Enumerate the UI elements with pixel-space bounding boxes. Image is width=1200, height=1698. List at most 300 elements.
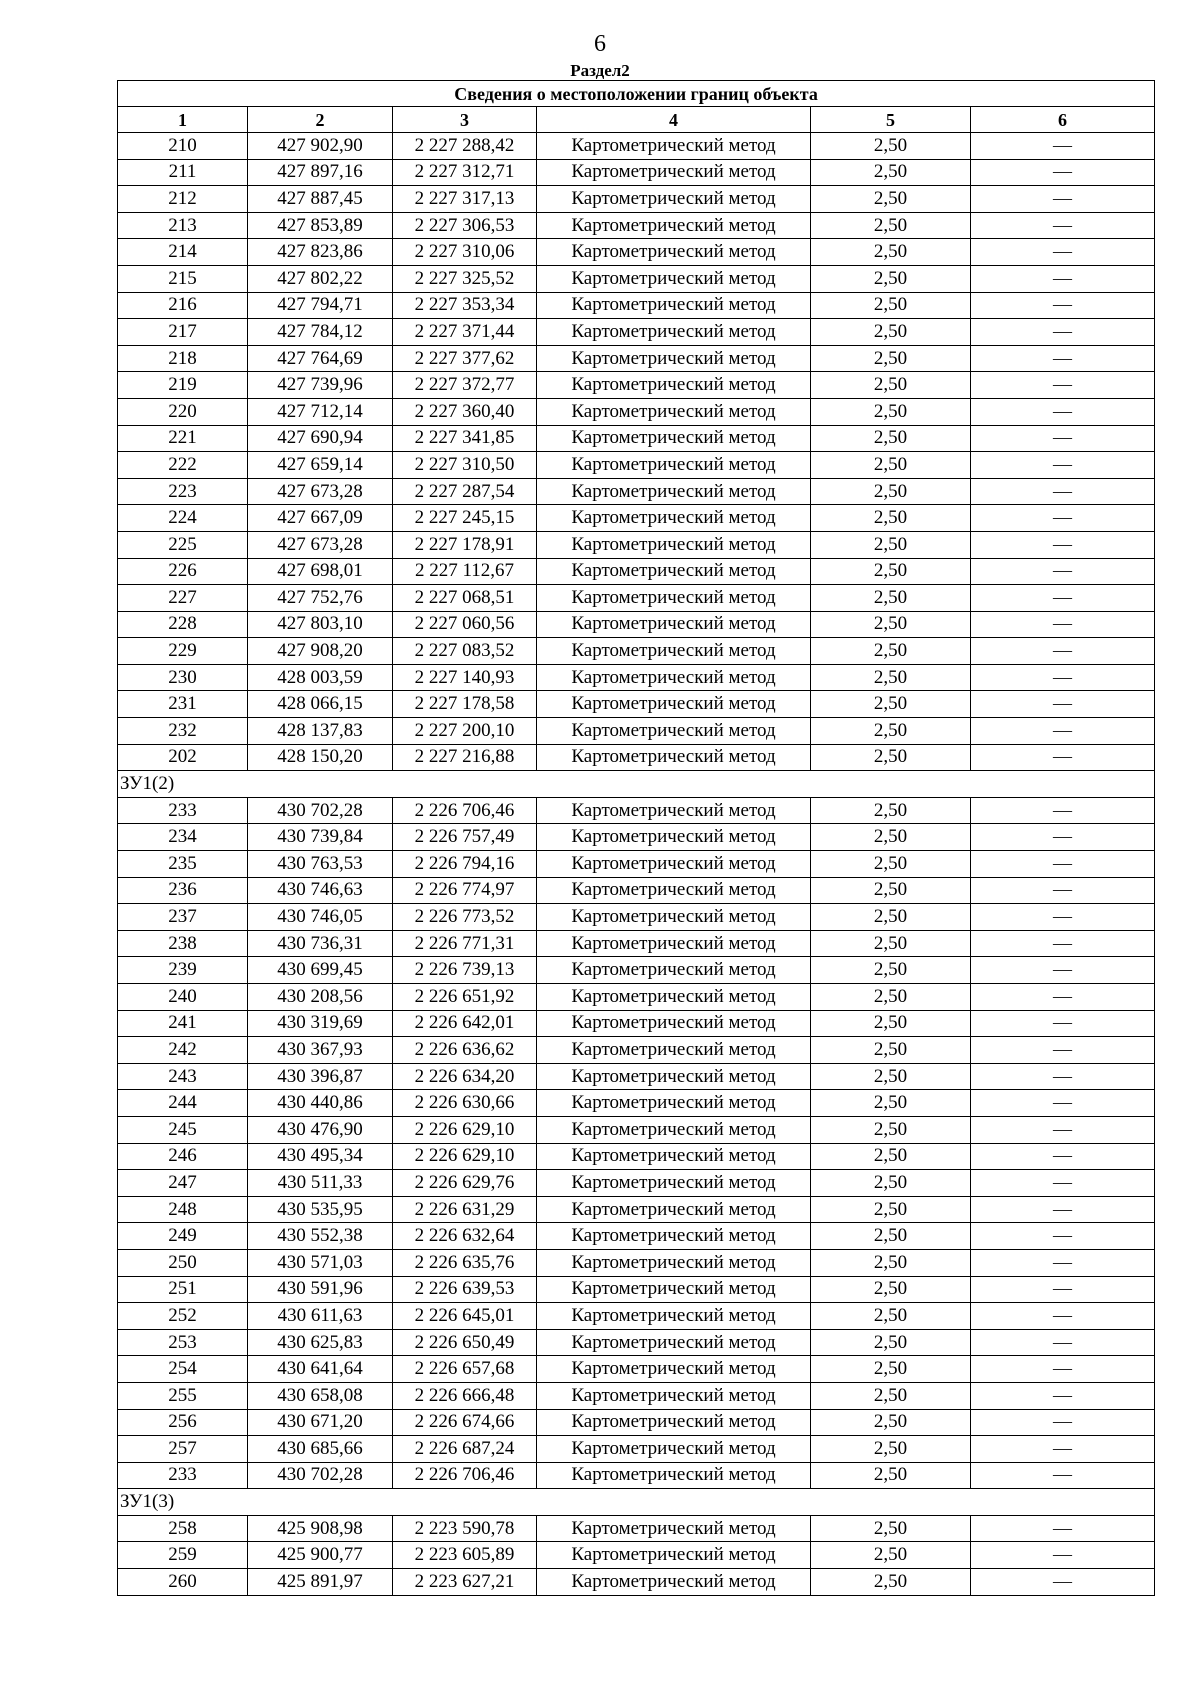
y-coordinate-cell: 2 227 310,50: [393, 452, 537, 479]
accuracy-cell: 2,50: [811, 1329, 971, 1356]
y-coordinate-cell: 2 226 739,13: [393, 957, 537, 984]
y-coordinate-cell: 2 227 200,10: [393, 718, 537, 745]
description-cell: —: [971, 1090, 1155, 1117]
method-cell: Картометрический метод: [537, 638, 811, 665]
table-row: [118, 1063, 1155, 1090]
x-coordinate-cell: 430 611,63: [248, 1303, 393, 1330]
y-coordinate-cell: 2 226 634,20: [393, 1063, 537, 1090]
description-cell: —: [971, 1462, 1155, 1489]
table-row: [118, 531, 1155, 558]
method-cell: Картометрический метод: [537, 851, 811, 878]
table-row: [118, 1116, 1155, 1143]
point-number-cell: 214: [118, 239, 248, 266]
point-number-cell: 242: [118, 1037, 248, 1064]
description-cell: —: [971, 1249, 1155, 1276]
table-row: [118, 186, 1155, 213]
table-row: [118, 1143, 1155, 1170]
x-coordinate-cell: 427 698,01: [248, 558, 393, 585]
table-row: [118, 585, 1155, 612]
accuracy-cell: 2,50: [811, 1276, 971, 1303]
y-coordinate-cell: 2 227 310,06: [393, 239, 537, 266]
x-coordinate-cell: 427 897,16: [248, 159, 393, 186]
point-number-cell: 244: [118, 1090, 248, 1117]
description-cell: —: [971, 1276, 1155, 1303]
point-number-cell: 224: [118, 505, 248, 532]
table-row: [118, 478, 1155, 505]
method-cell: Картометрический метод: [537, 585, 811, 612]
y-coordinate-cell: 2 227 178,58: [393, 691, 537, 718]
x-coordinate-cell: 430 552,38: [248, 1223, 393, 1250]
y-coordinate-cell: 2 226 674,66: [393, 1409, 537, 1436]
x-coordinate-cell: 427 667,09: [248, 505, 393, 532]
method-cell: Картометрический метод: [537, 1249, 811, 1276]
accuracy-cell: 2,50: [811, 1382, 971, 1409]
table-row: [118, 691, 1155, 718]
x-coordinate-cell: 427 659,14: [248, 452, 393, 479]
description-cell: —: [971, 558, 1155, 585]
accuracy-cell: 2,50: [811, 505, 971, 532]
point-number-cell: 257: [118, 1436, 248, 1463]
x-coordinate-cell: 430 591,96: [248, 1276, 393, 1303]
point-number-cell: 240: [118, 984, 248, 1011]
point-number-cell: 227: [118, 585, 248, 612]
x-coordinate-cell: 430 671,20: [248, 1409, 393, 1436]
x-coordinate-cell: 430 208,56: [248, 984, 393, 1011]
description-cell: —: [971, 1063, 1155, 1090]
column-number: 3: [393, 107, 537, 133]
table-row: [118, 1170, 1155, 1197]
point-number-cell: 248: [118, 1196, 248, 1223]
table-row: [118, 1010, 1155, 1037]
accuracy-cell: 2,50: [811, 824, 971, 851]
accuracy-cell: 2,50: [811, 930, 971, 957]
method-cell: Картометрический метод: [537, 452, 811, 479]
table-row: [118, 744, 1155, 771]
accuracy-cell: 2,50: [811, 1090, 971, 1117]
method-cell: Картометрический метод: [537, 1090, 811, 1117]
description-cell: —: [971, 239, 1155, 266]
x-coordinate-cell: 427 712,14: [248, 398, 393, 425]
x-coordinate-cell: 427 902,90: [248, 133, 393, 160]
point-number-cell: 250: [118, 1249, 248, 1276]
point-number-cell: 226: [118, 558, 248, 585]
point-number-cell: 228: [118, 611, 248, 638]
y-coordinate-cell: 2 226 651,92: [393, 984, 537, 1011]
section-title: Раздел2: [570, 61, 630, 80]
method-cell: Картометрический метод: [537, 1170, 811, 1197]
x-coordinate-cell: 430 476,90: [248, 1116, 393, 1143]
x-coordinate-cell: 430 702,28: [248, 1462, 393, 1489]
x-coordinate-cell: 427 823,86: [248, 239, 393, 266]
accuracy-cell: 2,50: [811, 186, 971, 213]
x-coordinate-cell: 427 908,20: [248, 638, 393, 665]
accuracy-cell: 2,50: [811, 1569, 971, 1596]
accuracy-cell: 2,50: [811, 1462, 971, 1489]
description-cell: —: [971, 531, 1155, 558]
description-cell: —: [971, 159, 1155, 186]
method-cell: Картометрический метод: [537, 691, 811, 718]
accuracy-cell: 2,50: [811, 638, 971, 665]
method-cell: Картометрический метод: [537, 425, 811, 452]
table-row: [118, 1462, 1155, 1489]
y-coordinate-cell: 2 227 068,51: [393, 585, 537, 612]
accuracy-cell: 2,50: [811, 1249, 971, 1276]
y-coordinate-cell: 2 227 245,15: [393, 505, 537, 532]
x-coordinate-cell: 430 736,31: [248, 930, 393, 957]
accuracy-cell: 2,50: [811, 797, 971, 824]
y-coordinate-cell: 2 226 657,68: [393, 1356, 537, 1383]
x-coordinate-cell: 430 746,05: [248, 904, 393, 931]
y-coordinate-cell: 2 223 605,89: [393, 1542, 537, 1569]
group-row: [118, 771, 1155, 798]
description-cell: —: [971, 292, 1155, 319]
accuracy-cell: 2,50: [811, 664, 971, 691]
x-coordinate-cell: 428 150,20: [248, 744, 393, 771]
table-row: [118, 824, 1155, 851]
table-row: [118, 797, 1155, 824]
description-cell: —: [971, 1356, 1155, 1383]
accuracy-cell: 2,50: [811, 1515, 971, 1542]
y-coordinate-cell: 2 227 325,52: [393, 265, 537, 292]
x-coordinate-cell: 430 495,34: [248, 1143, 393, 1170]
method-cell: Картометрический метод: [537, 877, 811, 904]
point-number-cell: 215: [118, 265, 248, 292]
y-coordinate-cell: 2 226 629,76: [393, 1170, 537, 1197]
x-coordinate-cell: 425 900,77: [248, 1542, 393, 1569]
x-coordinate-cell: 427 803,10: [248, 611, 393, 638]
y-coordinate-cell: 2 226 650,49: [393, 1329, 537, 1356]
description-cell: —: [971, 1409, 1155, 1436]
table-row: [118, 505, 1155, 532]
point-number-cell: 258: [118, 1515, 248, 1542]
point-number-cell: 223: [118, 478, 248, 505]
x-coordinate-cell: 430 641,64: [248, 1356, 393, 1383]
accuracy-cell: 2,50: [811, 478, 971, 505]
table-row: [118, 1276, 1155, 1303]
description-cell: —: [971, 1143, 1155, 1170]
point-number-cell: 221: [118, 425, 248, 452]
accuracy-cell: 2,50: [811, 452, 971, 479]
accuracy-cell: 2,50: [811, 1436, 971, 1463]
y-coordinate-cell: 2 227 377,62: [393, 345, 537, 372]
description-cell: —: [971, 186, 1155, 213]
description-cell: —: [971, 904, 1155, 931]
table-row: [118, 1409, 1155, 1436]
method-cell: Картометрический метод: [537, 611, 811, 638]
y-coordinate-cell: 2 226 642,01: [393, 1010, 537, 1037]
x-coordinate-cell: 427 764,69: [248, 345, 393, 372]
y-coordinate-cell: 2 226 771,31: [393, 930, 537, 957]
group-label: ЗУ1(3): [118, 1489, 1155, 1516]
method-cell: Картометрический метод: [537, 478, 811, 505]
method-cell: Картометрический метод: [537, 744, 811, 771]
point-number-cell: 253: [118, 1329, 248, 1356]
x-coordinate-cell: 428 137,83: [248, 718, 393, 745]
point-number-cell: 259: [118, 1542, 248, 1569]
description-cell: —: [971, 611, 1155, 638]
accuracy-cell: 2,50: [811, 718, 971, 745]
x-coordinate-cell: 430 367,93: [248, 1037, 393, 1064]
table-row: [118, 1329, 1155, 1356]
description-cell: —: [971, 265, 1155, 292]
accuracy-cell: 2,50: [811, 611, 971, 638]
point-number-cell: 218: [118, 345, 248, 372]
table-row: [118, 611, 1155, 638]
table-row: [118, 265, 1155, 292]
point-number-cell: 235: [118, 851, 248, 878]
x-coordinate-cell: 425 908,98: [248, 1515, 393, 1542]
accuracy-cell: 2,50: [811, 398, 971, 425]
accuracy-cell: 2,50: [811, 558, 971, 585]
point-number-cell: 238: [118, 930, 248, 957]
y-coordinate-cell: 2 226 629,10: [393, 1143, 537, 1170]
description-cell: —: [971, 851, 1155, 878]
table-row: [118, 904, 1155, 931]
method-cell: Картометрический метод: [537, 1010, 811, 1037]
method-cell: Картометрический метод: [537, 1462, 811, 1489]
point-number-cell: 260: [118, 1569, 248, 1596]
y-coordinate-cell: 2 226 687,24: [393, 1436, 537, 1463]
accuracy-cell: 2,50: [811, 425, 971, 452]
y-coordinate-cell: 2 227 341,85: [393, 425, 537, 452]
point-number-cell: 230: [118, 664, 248, 691]
accuracy-cell: 2,50: [811, 585, 971, 612]
x-coordinate-cell: 430 658,08: [248, 1382, 393, 1409]
description-cell: —: [971, 505, 1155, 532]
table-row: [118, 239, 1155, 266]
method-cell: Картометрический метод: [537, 984, 811, 1011]
column-number: 4: [537, 107, 811, 133]
method-cell: Картометрический метод: [537, 1356, 811, 1383]
caption-row: [118, 81, 1155, 107]
method-cell: Картометрический метод: [537, 1382, 811, 1409]
accuracy-cell: 2,50: [811, 1196, 971, 1223]
table-row: [118, 664, 1155, 691]
description-cell: —: [971, 957, 1155, 984]
description-cell: —: [971, 585, 1155, 612]
coordinates-table: [117, 80, 1155, 1596]
accuracy-cell: 2,50: [811, 877, 971, 904]
method-cell: Картометрический метод: [537, 558, 811, 585]
point-number-cell: 252: [118, 1303, 248, 1330]
point-number-cell: 251: [118, 1276, 248, 1303]
table-row: [118, 1223, 1155, 1250]
accuracy-cell: 2,50: [811, 1303, 971, 1330]
y-coordinate-cell: 2 227 371,44: [393, 319, 537, 346]
description-cell: —: [971, 319, 1155, 346]
y-coordinate-cell: 2 226 706,46: [393, 797, 537, 824]
accuracy-cell: 2,50: [811, 1356, 971, 1383]
accuracy-cell: 2,50: [811, 984, 971, 1011]
accuracy-cell: 2,50: [811, 159, 971, 186]
accuracy-cell: 2,50: [811, 1010, 971, 1037]
point-number-cell: 202: [118, 744, 248, 771]
point-number-cell: 210: [118, 133, 248, 160]
x-coordinate-cell: 427 752,76: [248, 585, 393, 612]
method-cell: Картометрический метод: [537, 531, 811, 558]
method-cell: Картометрический метод: [537, 1063, 811, 1090]
description-cell: —: [971, 877, 1155, 904]
point-number-cell: 225: [118, 531, 248, 558]
x-coordinate-cell: 430 571,03: [248, 1249, 393, 1276]
point-number-cell: 245: [118, 1116, 248, 1143]
description-cell: —: [971, 452, 1155, 479]
description-cell: —: [971, 691, 1155, 718]
description-cell: —: [971, 1010, 1155, 1037]
description-cell: —: [971, 1329, 1155, 1356]
x-coordinate-cell: 430 739,84: [248, 824, 393, 851]
point-number-cell: 249: [118, 1223, 248, 1250]
accuracy-cell: 2,50: [811, 744, 971, 771]
accuracy-cell: 2,50: [811, 691, 971, 718]
method-cell: Картометрический метод: [537, 1196, 811, 1223]
table-row: [118, 372, 1155, 399]
column-number-row: [118, 107, 1155, 133]
description-cell: —: [971, 638, 1155, 665]
accuracy-cell: 2,50: [811, 1170, 971, 1197]
method-cell: Картометрический метод: [537, 1436, 811, 1463]
table-row: [118, 1196, 1155, 1223]
x-coordinate-cell: 428 003,59: [248, 664, 393, 691]
description-cell: —: [971, 930, 1155, 957]
x-coordinate-cell: 427 690,94: [248, 425, 393, 452]
y-coordinate-cell: 2 226 632,64: [393, 1223, 537, 1250]
y-coordinate-cell: 2 226 773,52: [393, 904, 537, 931]
y-coordinate-cell: 2 226 629,10: [393, 1116, 537, 1143]
description-cell: —: [971, 1170, 1155, 1197]
x-coordinate-cell: 427 853,89: [248, 212, 393, 239]
column-number: 6: [971, 107, 1155, 133]
x-coordinate-cell: 430 535,95: [248, 1196, 393, 1223]
method-cell: Картометрический метод: [537, 505, 811, 532]
table-row: [118, 345, 1155, 372]
description-cell: —: [971, 133, 1155, 160]
y-coordinate-cell: 2 227 312,71: [393, 159, 537, 186]
x-coordinate-cell: 427 794,71: [248, 292, 393, 319]
point-number-cell: 213: [118, 212, 248, 239]
accuracy-cell: 2,50: [811, 212, 971, 239]
y-coordinate-cell: 2 227 112,67: [393, 558, 537, 585]
description-cell: —: [971, 664, 1155, 691]
description-cell: —: [971, 797, 1155, 824]
group-row: [118, 1489, 1155, 1516]
column-number: 1: [118, 107, 248, 133]
y-coordinate-cell: 2 226 635,76: [393, 1249, 537, 1276]
column-number: 2: [248, 107, 393, 133]
point-number-cell: 220: [118, 398, 248, 425]
table-body: [118, 133, 1155, 1596]
page-number: 6: [594, 31, 606, 57]
method-cell: Картометрический метод: [537, 1303, 811, 1330]
point-number-cell: 247: [118, 1170, 248, 1197]
point-number-cell: 222: [118, 452, 248, 479]
table-row: [118, 398, 1155, 425]
table-row: [118, 1303, 1155, 1330]
description-cell: —: [971, 1515, 1155, 1542]
y-coordinate-cell: 2 223 627,21: [393, 1569, 537, 1596]
accuracy-cell: 2,50: [811, 1143, 971, 1170]
accuracy-cell: 2,50: [811, 957, 971, 984]
table-row: [118, 292, 1155, 319]
accuracy-cell: 2,50: [811, 1063, 971, 1090]
x-coordinate-cell: 427 739,96: [248, 372, 393, 399]
accuracy-cell: 2,50: [811, 1409, 971, 1436]
point-number-cell: 246: [118, 1143, 248, 1170]
method-cell: Картометрический метод: [537, 239, 811, 266]
y-coordinate-cell: 2 226 706,46: [393, 1462, 537, 1489]
method-cell: Картометрический метод: [537, 159, 811, 186]
description-cell: —: [971, 398, 1155, 425]
x-coordinate-cell: 430 746,63: [248, 877, 393, 904]
y-coordinate-cell: 2 226 666,48: [393, 1382, 537, 1409]
group-label: ЗУ1(2): [118, 771, 1155, 798]
table-row: [118, 452, 1155, 479]
table-row: [118, 851, 1155, 878]
y-coordinate-cell: 2 227 372,77: [393, 372, 537, 399]
y-coordinate-cell: 2 227 216,88: [393, 744, 537, 771]
method-cell: Картометрический метод: [537, 824, 811, 851]
point-number-cell: 233: [118, 1462, 248, 1489]
accuracy-cell: 2,50: [811, 265, 971, 292]
accuracy-cell: 2,50: [811, 1116, 971, 1143]
method-cell: Картометрический метод: [537, 1037, 811, 1064]
method-cell: Картометрический метод: [537, 1116, 811, 1143]
description-cell: —: [971, 212, 1155, 239]
table-row: [118, 1249, 1155, 1276]
method-cell: Картометрический метод: [537, 718, 811, 745]
table-row: [118, 1037, 1155, 1064]
y-coordinate-cell: 2 226 757,49: [393, 824, 537, 851]
point-number-cell: 231: [118, 691, 248, 718]
point-number-cell: 212: [118, 186, 248, 213]
table-row: [118, 718, 1155, 745]
y-coordinate-cell: 2 227 353,34: [393, 292, 537, 319]
point-number-cell: 234: [118, 824, 248, 851]
y-coordinate-cell: 2 226 636,62: [393, 1037, 537, 1064]
accuracy-cell: 2,50: [811, 239, 971, 266]
y-coordinate-cell: 2 226 645,01: [393, 1303, 537, 1330]
x-coordinate-cell: 430 685,66: [248, 1436, 393, 1463]
description-cell: —: [971, 824, 1155, 851]
method-cell: Картометрический метод: [537, 1542, 811, 1569]
description-cell: —: [971, 1037, 1155, 1064]
point-number-cell: 219: [118, 372, 248, 399]
description-cell: —: [971, 1382, 1155, 1409]
y-coordinate-cell: 2 226 631,29: [393, 1196, 537, 1223]
x-coordinate-cell: 430 699,45: [248, 957, 393, 984]
method-cell: Картометрический метод: [537, 1276, 811, 1303]
x-coordinate-cell: 430 440,86: [248, 1090, 393, 1117]
accuracy-cell: 2,50: [811, 292, 971, 319]
accuracy-cell: 2,50: [811, 851, 971, 878]
description-cell: —: [971, 1542, 1155, 1569]
method-cell: Картометрический метод: [537, 1569, 811, 1596]
method-cell: Картометрический метод: [537, 292, 811, 319]
accuracy-cell: 2,50: [811, 531, 971, 558]
y-coordinate-cell: 2 226 639,53: [393, 1276, 537, 1303]
x-coordinate-cell: 430 625,83: [248, 1329, 393, 1356]
point-number-cell: 243: [118, 1063, 248, 1090]
accuracy-cell: 2,50: [811, 319, 971, 346]
x-coordinate-cell: 430 763,53: [248, 851, 393, 878]
table-row: [118, 159, 1155, 186]
y-coordinate-cell: 2 227 360,40: [393, 398, 537, 425]
x-coordinate-cell: 427 802,22: [248, 265, 393, 292]
y-coordinate-cell: 2 226 630,66: [393, 1090, 537, 1117]
point-number-cell: 216: [118, 292, 248, 319]
description-cell: —: [971, 345, 1155, 372]
accuracy-cell: 2,50: [811, 1037, 971, 1064]
